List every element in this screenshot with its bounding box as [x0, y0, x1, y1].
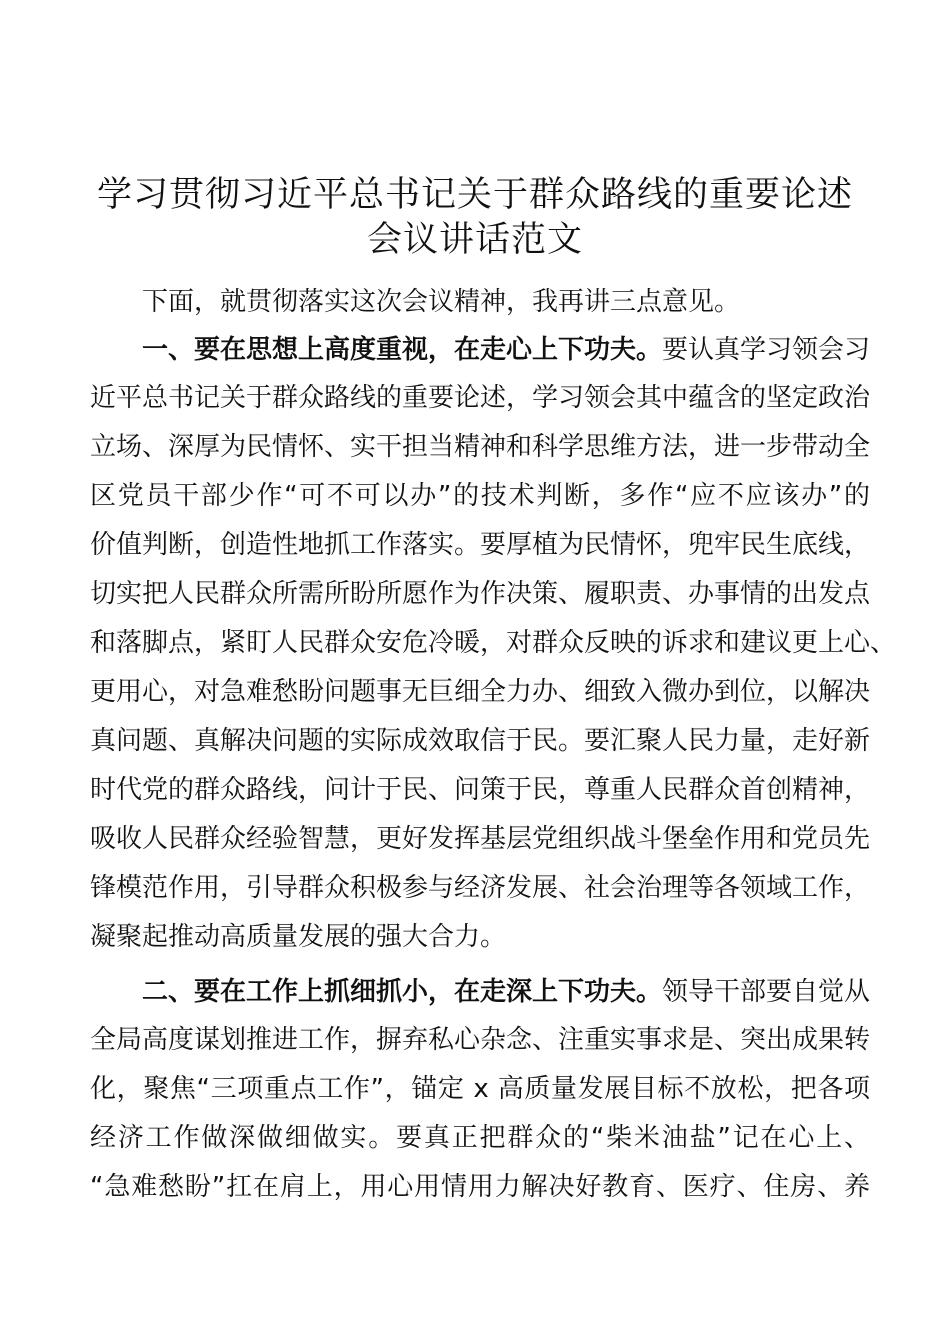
section1-first-line-text: 要认真学习领会习: [662, 335, 871, 365]
section1-line: 区党员干部少作“可不可以办”的技术判断，多作“应不应该办”的: [90, 481, 870, 511]
section1-line: 锋模范作用，引导群众积极参与经济发展、社会治理等各领域工作，: [90, 873, 871, 903]
document-title-line-2: 会议讲话范文: [366, 220, 583, 260]
intro-paragraph: 下面，就贯彻落实这次会议精神，我再讲三点意见。: [142, 287, 741, 317]
section1-line: 时代党的群众路线，问计于民、问策于民，尊重人民群众首创精神，: [90, 775, 871, 805]
section2-first-line: [142, 974, 870, 1010]
section1-line: 立场、深厚为民情怀、实干担当精神和科学思维方法，进一步带动全: [90, 432, 871, 462]
section2-line: “急难愁盼”扛在肩上，用心用情用力解决好教育、医疗、住房、养: [90, 1172, 870, 1202]
document-title-line-1: 学习贯彻习近平总书记关于群众路线的重要论述: [96, 175, 853, 215]
section1-line: 价值判断，创造性地抓工作落实。要厚植为民情怀，兜牢民生底线，: [90, 530, 871, 560]
section2-line: 全局高度谋划推进工作，摒弃私心杂念、注重实事求是、突出成果转: [90, 1025, 871, 1055]
section1-last-line: 凝聚起推动高质量发展的强大合力。: [90, 922, 507, 952]
section2-line: 经济工作做深做细做实。要真正把群众的“柴米油盐”记在心上、: [90, 1123, 870, 1153]
section1-line: 切实把人民群众所需所盼所愿作为作决策、履职责、办事情的出发点: [90, 579, 871, 609]
section2-heading: 二、要在工作上抓细抓小，在走深上下功夫。: [142, 977, 663, 1007]
section1-line: 近平总书记关于群众路线的重要论述，学习领会其中蕴含的坚定政治: [90, 383, 871, 413]
section2-first-line-text: 领导干部要自觉从: [662, 977, 871, 1007]
section1-line: 吸收人民群众经验智慧，更好发挥基层党组织战斗堡垒作用和党员先: [90, 824, 871, 854]
section1-heading: 一、要在思想上高度重视，在走心上下功夫。: [142, 335, 663, 365]
section1-line: 和落脚点，紧盯人民群众安危冷暖，对群众反映的诉求和建议更上心、: [90, 628, 897, 658]
section1-line: 真问题、真解决问题的实际成效取信于民。要汇聚人民力量，走好新: [90, 726, 871, 756]
section2-line: 化，聚焦“三项重点工作”，锚定 x 高质量发展目标不放松，把各项: [90, 1074, 870, 1104]
section1-line: 更用心，对急难愁盼问题事无巨细全力办、细致入微办到位，以解决: [90, 677, 871, 707]
section1-first-line: [142, 332, 870, 368]
